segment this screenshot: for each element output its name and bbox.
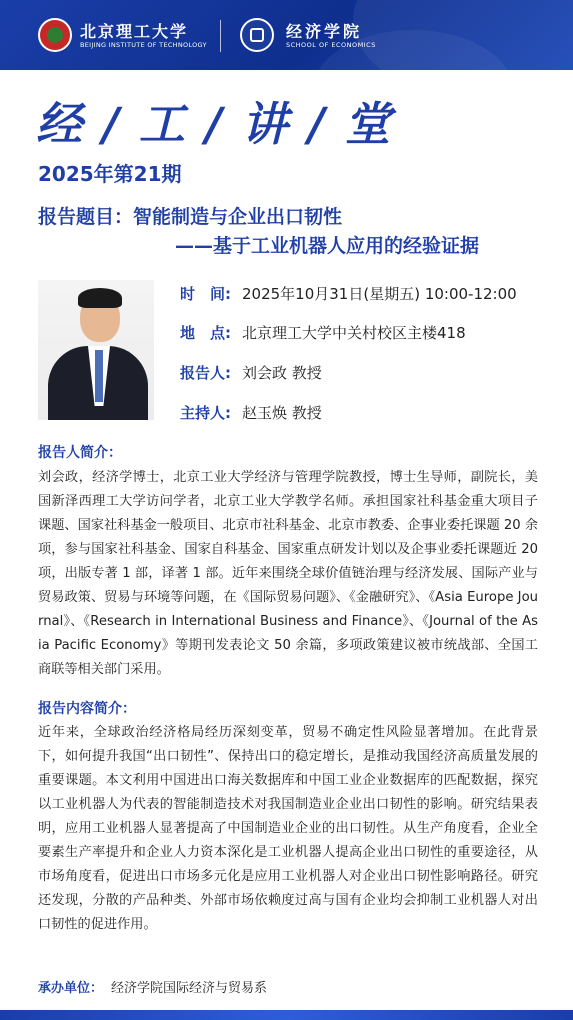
speaker-value: 刘会政 教授 xyxy=(242,364,322,382)
bit-name-cn: 北京理工大学 xyxy=(80,22,189,41)
organizer-label: 承办单位： xyxy=(38,981,104,996)
place-value: 北京理工大学中关村校区主楼418 xyxy=(242,324,466,342)
topic-subtitle: ——基于工业机器人应用的经验证据 xyxy=(175,235,480,257)
header-banner xyxy=(0,0,573,70)
host-value: 赵玉焕 教授 xyxy=(242,404,322,422)
footer-bar xyxy=(0,1010,573,1020)
speaker-intro-text: 刘会政，经济学博士，北京工业大学经济与管理学院教授，博士生导师，副院长，美国新泽西理工大学访问学者，北京工业大学教学名师。承担国家社科基金重大项目子课题、国家社科基金一般项目、北京市社科基金、北京市教委、企事业委托课题 20 余项，参与国家社科基金、国家自科基金、国家重点研发计划以及企事业委托课题近 20 项，出版专著 1 部，译著 1 部。近年来围绕全球价值链治理与经济发展、国际产业与贸易政策、贸易与环境等问题，在《国际贸易问题》、《金融研究》、《Asia Europe Journal》、《Research in International Business and Finance》、《Journal of the Asia Pacific Economy》等期刊发表论文 50 余篇，多项政策建议被市统战部、全国工商联等相关部门采用。 xyxy=(38,470,538,677)
speaker-intro-heading: 报告人简介： xyxy=(38,445,122,461)
host-label: 主持人: xyxy=(180,404,231,422)
bit-name-en: BEIJING INSTITUTE OF TECHNOLOGY xyxy=(80,41,207,49)
soe-logo-icon xyxy=(240,18,274,52)
issue-number: 2025年第21期 xyxy=(38,162,182,186)
soe-name-en: SCHOOL OF ECONOMICS xyxy=(286,41,376,49)
speaker-photo xyxy=(38,280,154,420)
bit-logo-icon xyxy=(38,18,72,52)
header-divider xyxy=(220,20,221,52)
time-value: 2025年10月31日(星期五) 10:00-12:00 xyxy=(242,285,517,303)
time-label: 时 间: xyxy=(180,285,231,303)
organizer-value: 经济学院国际经济与贸易系 xyxy=(111,981,268,996)
speaker-label: 报告人: xyxy=(180,364,231,382)
report-content-text: 近年来，全球政治经济格局经历深刻变革，贸易不确定性风险显著增加。在此背景下，如何提升我国“出口韧性”、保持出口的稳定增长，是推动我国经济高质量发展的重要课题。本文利用中国进出口海关数据库和中国工业企业数据库的匹配数据，探究以工业机器人为代表的智能制造技术对我国制造业企业出口韧性的影响。研究结果表明，应用工业机器人显著提高了中国制造业企业的出口韧性。从生产角度看，企业全要素生产率提升和企业人力资本深化是工业机器人提高企业出口韧性的重要途径，从市场角度看，促进出口市场多元化是应用工业机器人对企业出口韧性影响路径。研究还发现，分散的产品种类、外部市场依赖度过高与国有企业均会抑制工业机器人对出口韧性的促进作用。 xyxy=(38,725,538,932)
topic-title: 报告题目：智能制造与企业出口韧性 xyxy=(38,206,343,228)
report-content-heading: 报告内容简介： xyxy=(38,701,136,717)
series-title: 经 / 工 / 讲 / 堂 xyxy=(36,97,393,151)
place-label: 地 点: xyxy=(180,324,231,342)
soe-name-cn: 经济学院 xyxy=(286,22,363,41)
